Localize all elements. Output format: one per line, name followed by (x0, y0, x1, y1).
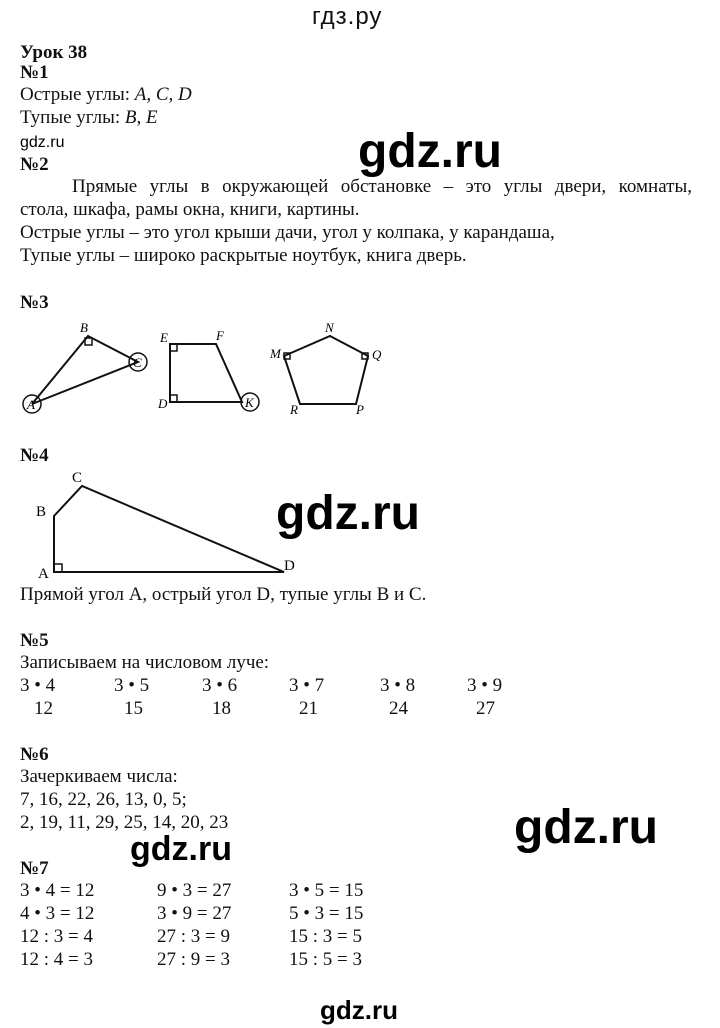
task-6-line-1: 7, 16, 22, 26, 13, 0, 5; (20, 789, 187, 810)
label-c: C (133, 355, 142, 370)
expr-6: 3 • 9 (467, 675, 503, 696)
task-1-obtuse-line (20, 107, 158, 129)
task-2-line-2: стола, шкафа, рамы окна, книги, картины. (20, 199, 360, 220)
eq-c2-2: 3 • 9 = 27 (157, 903, 232, 924)
pentagon-mnqpr (269, 320, 382, 417)
label-n: N (325, 320, 334, 335)
watermark-medium: gdz.ru (130, 830, 232, 868)
label-k: K (245, 395, 254, 410)
expr-4: 3 • 7 (289, 675, 325, 696)
task-1-acute-line (20, 84, 192, 106)
task-4-figure (30, 466, 310, 584)
label-q: Q (372, 347, 382, 362)
eq-c1-3: 12 : 3 = 4 (20, 926, 93, 947)
label-e: E (160, 330, 168, 345)
label-d: D (158, 396, 168, 411)
task-2-title: №2 (20, 154, 49, 175)
label-r: R (290, 402, 298, 417)
result-3: 18 (212, 698, 231, 719)
label-c: C (72, 470, 83, 486)
label-f: F (216, 328, 224, 343)
task-2-line-1: Прямые углы в окружающей обстановке – это углы двери, комнаты, (72, 176, 692, 197)
lesson-title: Урок 38 (20, 42, 88, 63)
watermark-large-1: gdz.ru (358, 125, 502, 178)
task-5-title: №5 (20, 630, 49, 651)
task-3-title: №3 (20, 292, 49, 313)
task-4-title: №4 (20, 445, 49, 466)
acute-values: A, C, D (134, 84, 192, 105)
obtuse-values: B, E (124, 107, 158, 128)
eq-c1-2: 4 • 3 = 12 (20, 903, 95, 924)
task-4-answer: Прямой угол A, острый угол D, тупые углы B и C. (20, 584, 427, 605)
expr-1: 3 • 4 (20, 675, 56, 696)
eq-c3-2: 5 • 3 = 15 (289, 903, 364, 924)
label-a: A (27, 397, 35, 412)
quadrilateral-efkd (157, 328, 259, 411)
expr-5: 3 • 8 (380, 675, 416, 696)
acute-label: Острые углы: (20, 84, 135, 105)
label-b: B (36, 504, 47, 520)
label-a: A (38, 566, 49, 582)
label-b: B (80, 320, 88, 335)
site-header: гдз.ру (312, 3, 383, 30)
eq-c1-1: 3 • 4 = 12 (20, 880, 95, 901)
eq-c2-3: 27 : 3 = 9 (157, 926, 230, 947)
eq-c3-3: 15 : 3 = 5 (289, 926, 362, 947)
task-3-figures (18, 318, 398, 418)
task-6-title: №6 (20, 744, 49, 765)
eq-c1-4: 12 : 4 = 3 (20, 949, 93, 970)
result-2: 15 (124, 698, 143, 719)
result-6: 27 (476, 698, 495, 719)
result-1: 12 (34, 698, 53, 719)
label-p: P (356, 402, 364, 417)
watermark-large-3: gdz.ru (514, 801, 658, 854)
result-4: 21 (299, 698, 318, 719)
task-6-line-2: 2, 19, 11, 29, 25, 14, 20, 23 (20, 812, 229, 833)
watermark-large-2: gdz.ru (276, 487, 420, 540)
result-5: 24 (389, 698, 408, 719)
task-6-intro: Зачеркиваем числа: (20, 766, 178, 787)
obtuse-label: Тупые углы: (20, 107, 125, 128)
expr-2: 3 • 5 (114, 675, 150, 696)
expr-3: 3 • 6 (202, 675, 238, 696)
label-m: M (270, 346, 281, 361)
triangle-abc (23, 320, 147, 413)
task-7-title: №7 (20, 858, 49, 879)
task-1-title: №1 (20, 62, 49, 83)
task-2-line-4: Тупые углы – широко раскрытые ноутбук, книга дверь. (20, 245, 467, 266)
eq-c2-1: 9 • 3 = 27 (157, 880, 232, 901)
eq-c3-1: 3 • 5 = 15 (289, 880, 364, 901)
watermark-footer: gdz.ru (320, 995, 398, 1025)
watermark-small: gdz.ru (20, 134, 65, 151)
task-5-intro: Записываем на числовом луче: (20, 652, 270, 673)
eq-c3-4: 15 : 5 = 3 (289, 949, 362, 970)
eq-c2-4: 27 : 9 = 3 (157, 949, 230, 970)
task-2-line-3: Острые углы – это угол крыши дачи, угол у колпака, у карандаша, (20, 222, 555, 243)
label-d: D (284, 558, 295, 574)
